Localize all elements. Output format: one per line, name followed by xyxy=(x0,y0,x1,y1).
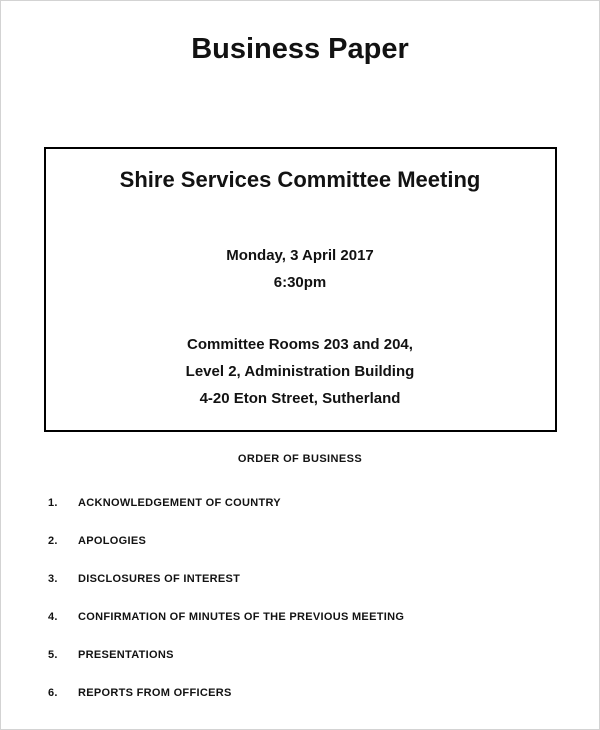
agenda-item-number: 6. xyxy=(48,687,58,700)
agenda-item-number: 2. xyxy=(48,535,58,548)
agenda-item-label: CONFIRMATION OF MINUTES OF THE PREVIOUS MEETING xyxy=(78,611,405,624)
document-title: Business Paper xyxy=(191,33,409,65)
agenda-item-6 xyxy=(48,686,589,700)
agenda-item-number: 5. xyxy=(48,649,58,662)
agenda-item-label: REPORTS FROM OFFICERS xyxy=(78,687,232,700)
meeting-location-line-1: Committee Rooms 203 and 204, xyxy=(187,336,413,354)
agenda-item-label: PRESENTATIONS xyxy=(78,649,174,662)
agenda-item-label: ACKNOWLEDGEMENT OF COUNTRY xyxy=(78,497,281,510)
meeting-details-box xyxy=(44,147,557,432)
agenda-item-label: DISCLOSURES OF INTEREST xyxy=(78,573,241,586)
agenda-item-number: 4. xyxy=(48,611,58,624)
agenda-item-4 xyxy=(48,610,589,624)
agenda-item-3 xyxy=(48,572,589,586)
agenda-list xyxy=(1,496,599,700)
agenda-item-2 xyxy=(48,534,589,548)
agenda-item-number: 3. xyxy=(48,573,58,586)
agenda-item-number: 1. xyxy=(48,497,58,510)
meeting-location-line-2: Level 2, Administration Building xyxy=(185,363,415,381)
meeting-date: Monday, 3 April 2017 xyxy=(226,247,374,265)
order-of-business-heading: ORDER OF BUSINESS xyxy=(237,453,363,466)
agenda-item-5 xyxy=(48,648,589,662)
agenda-item-1 xyxy=(48,496,589,510)
meeting-location-line-3: 4-20 Eton Street, Sutherland xyxy=(199,390,401,408)
meeting-title: Shire Services Committee Meeting xyxy=(119,166,481,192)
agenda-item-label: APOLOGIES xyxy=(78,535,147,548)
meeting-time: 6:30pm xyxy=(273,274,327,292)
